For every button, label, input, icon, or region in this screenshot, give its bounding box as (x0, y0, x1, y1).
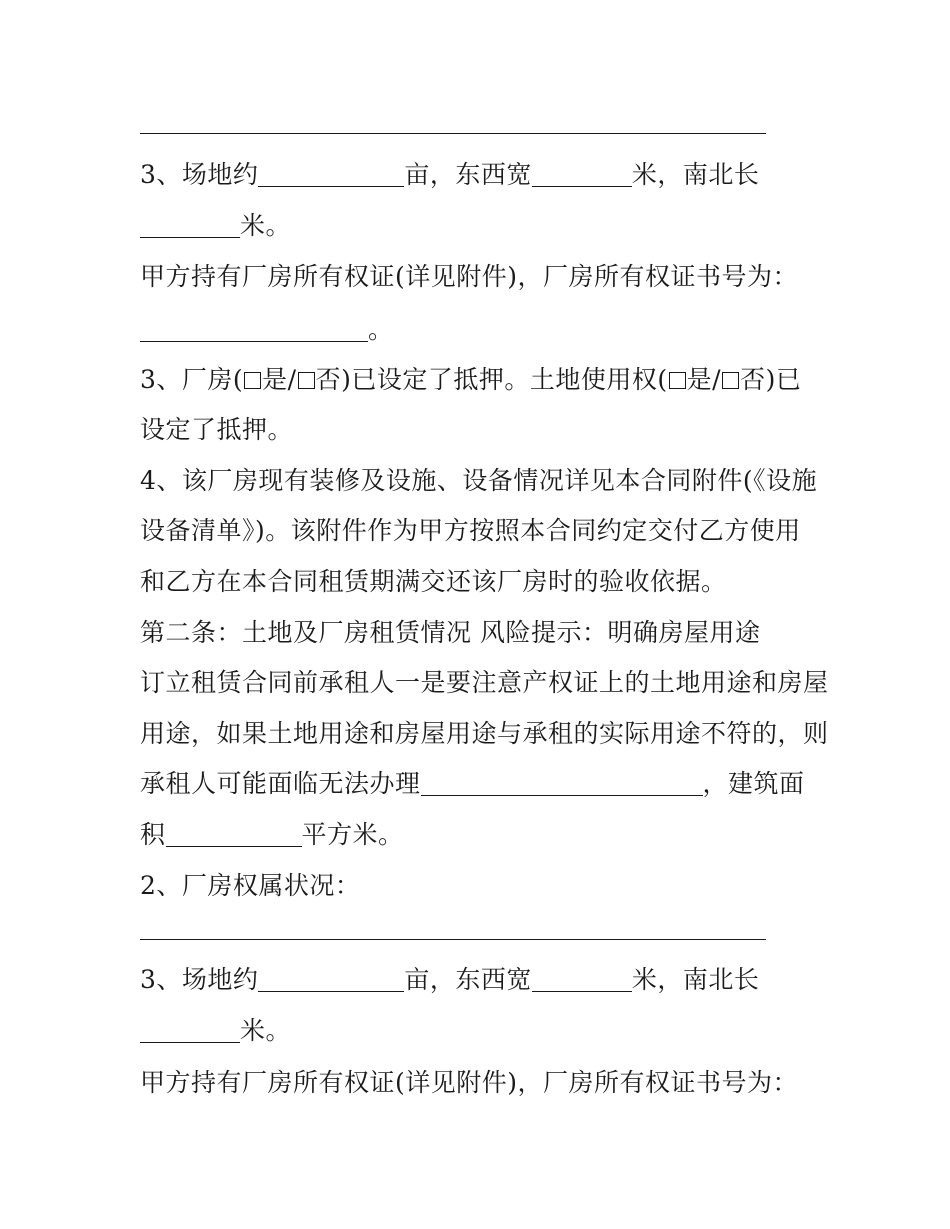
checkbox-icon (244, 372, 261, 389)
text-segment: 3、场地约 (140, 160, 259, 189)
text-segment: ，建筑面 (702, 769, 805, 798)
text-segment: 米。 (240, 1016, 292, 1045)
text-segment: 亩，东西宽 (404, 965, 532, 994)
blank-field (140, 1018, 240, 1043)
text-segment: 3、厂房( (140, 365, 244, 394)
text-segment: 亩，东西宽 (404, 160, 532, 189)
text-segment: 甲方持有厂房所有权证(详见附件)，厂房所有权证书号为： (140, 262, 799, 291)
text-segment: 3、场地约 (140, 965, 259, 994)
checkbox-icon (298, 372, 315, 389)
text-line-site-length (140, 1014, 291, 1048)
text-line-certificate (140, 1066, 798, 1100)
text-segment: 设定了抵押。 (140, 415, 294, 444)
text-segment: 平方米。 (301, 820, 404, 849)
text-line (140, 565, 727, 599)
text-line-site-area (140, 963, 759, 997)
text-line-certificate-number (140, 313, 394, 347)
text-segment: 米，南北长 (631, 965, 760, 994)
text-segment: 积 (140, 820, 166, 849)
text-segment: 订立租赁合同前承租人一是要注意产权证上的土地用途和房屋 (140, 668, 829, 697)
text-segment: 米，南北长 (631, 160, 760, 189)
section-heading (140, 616, 760, 650)
checkbox-icon (669, 372, 686, 389)
text-line-area (140, 818, 404, 852)
text-line-site-area (140, 158, 759, 192)
blank-field (258, 162, 404, 187)
blank-rule-top (140, 133, 766, 134)
blank-field (532, 162, 632, 187)
text-segment: 是/ (262, 365, 297, 394)
text-segment: 和乙方在本合同租赁期满交还该厂房时的验收依据。 (140, 567, 727, 596)
text-line-certificate (140, 260, 798, 294)
blank-rule (140, 939, 766, 940)
text-line-blank (140, 767, 805, 801)
text-segment: 否)已 (740, 365, 802, 394)
blank-field (258, 967, 404, 992)
text-segment: 4、该厂房现有装修及设施、设备情况详见本合同附件(《设施 (140, 466, 818, 495)
text-segment: 甲方持有厂房所有权证(详见附件)，厂房所有权证书号为： (140, 1068, 799, 1097)
text-line (140, 666, 829, 700)
text-segment: 第二条：土地及厂房租赁情况 风险提示：明确房屋用途 (140, 618, 761, 647)
text-line (140, 413, 293, 447)
text-line-mortgage (140, 363, 801, 397)
text-line-site-length (140, 209, 291, 243)
blank-field (140, 317, 368, 342)
text-segment: 承租人可能面临无法办理 (140, 769, 421, 798)
text-line (140, 717, 829, 751)
text-segment: 。 (368, 315, 394, 344)
text-line (140, 464, 817, 498)
text-segment: 米。 (240, 211, 292, 240)
text-line (140, 869, 360, 903)
text-segment: 用途，如果土地用途和房屋用途与承租的实际用途不符的，则 (140, 719, 829, 748)
blank-field (166, 822, 302, 847)
blank-field (421, 771, 703, 796)
text-line (140, 514, 801, 548)
text-segment: 设备清单》)。该附件作为甲方按照本合同约定交付乙方使用 (140, 516, 801, 545)
blank-field (532, 967, 632, 992)
blank-field (140, 213, 240, 238)
text-segment: 否)已设定了抵押。土地使用权( (315, 365, 668, 394)
text-segment: 2、厂房权属状况： (140, 871, 361, 900)
text-segment: 是/ (686, 365, 722, 394)
checkbox-icon (722, 372, 739, 389)
